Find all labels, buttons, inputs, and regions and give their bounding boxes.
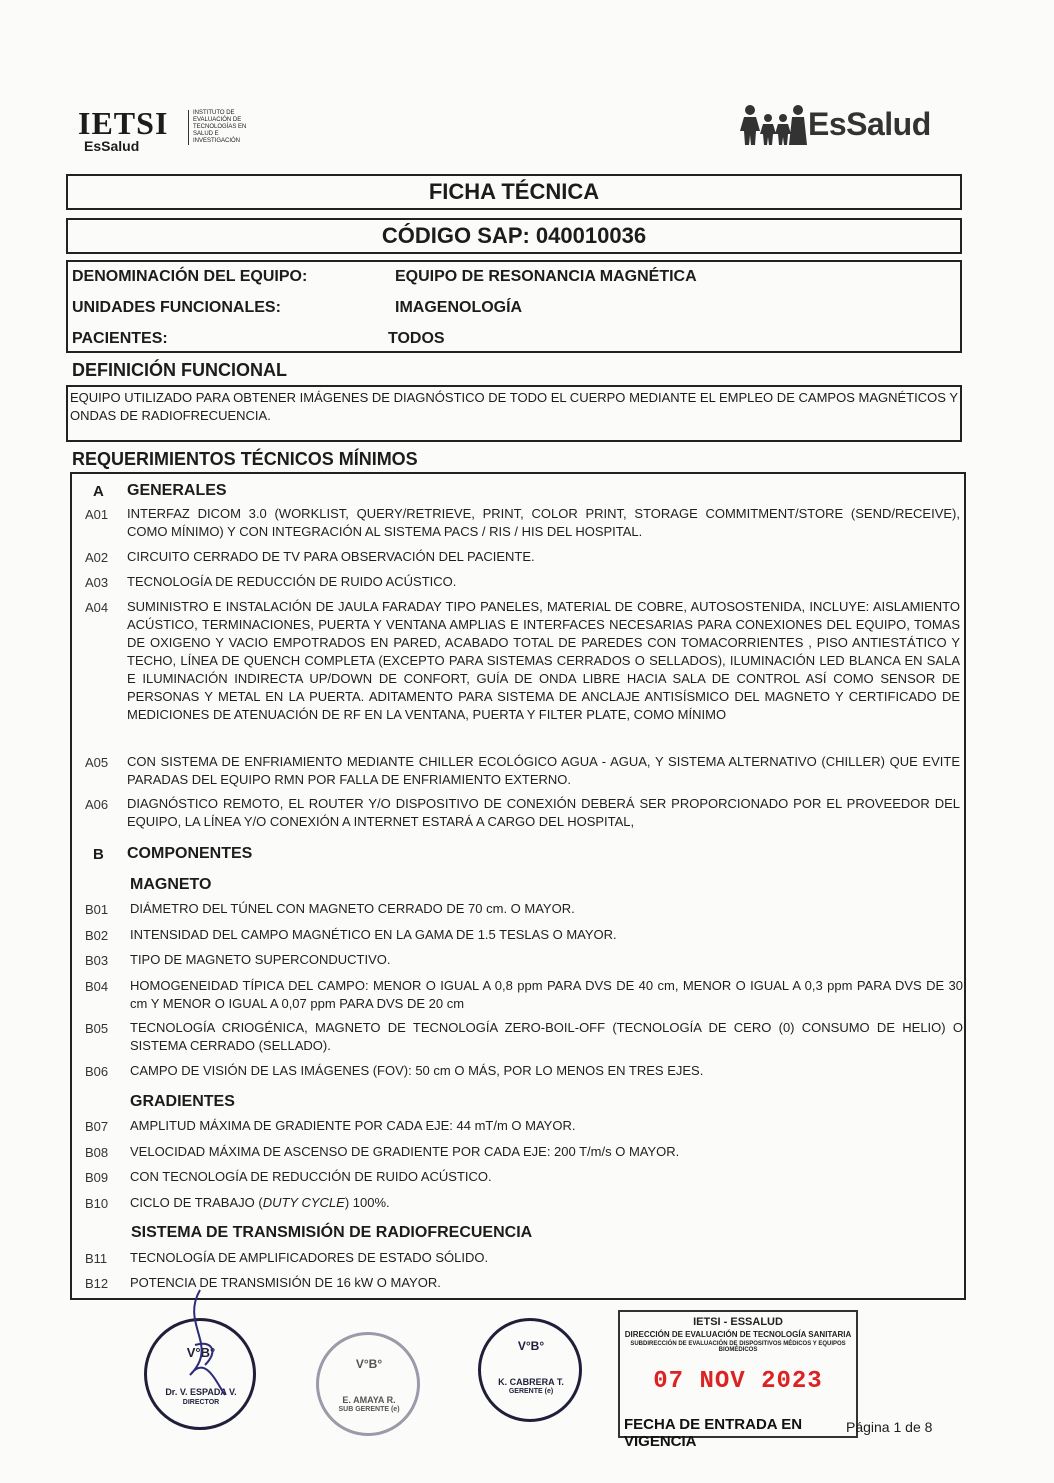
info-label-denominacion: DENOMINACIÓN DEL EQUIPO: xyxy=(72,268,308,285)
item-code: A06 xyxy=(85,797,109,812)
subgerente-seal-role: SUB GERENTE (e) xyxy=(338,1406,400,1413)
item-text: TECNOLOGÍA DE AMPLIFICADORES DE ESTADO SÓLIDO. xyxy=(130,1250,489,1265)
item-code: B04 xyxy=(85,979,109,994)
ietsi-logo-main: IETSI xyxy=(78,105,169,141)
page-number: Página 1 de 8 xyxy=(846,1419,933,1435)
item-code: B08 xyxy=(85,1145,109,1160)
director-seal-vb: V°B° xyxy=(186,1345,216,1360)
gerente-seal-name: K. CABRERA T. xyxy=(498,1377,564,1387)
item-code: B10 xyxy=(85,1196,109,1211)
category-b-title: COMPONENTES xyxy=(127,845,253,862)
ietsi-logo-sub: EsSalud xyxy=(84,138,140,154)
gerente-seal-vb: V°B° xyxy=(517,1339,545,1353)
definicion-text: EQUIPO UTILIZADO PARA OBTENER IMÁGENES DE DIAGNÓSTICO DE TODO EL CUERPO MEDIANTE EL EMPLEO DE CAMPOS MAGNÉTICOS Y ONDAS DE RADIOFRECUENCIA. xyxy=(66,385,962,442)
date-stamp xyxy=(618,1310,858,1450)
essalud-logo xyxy=(738,102,931,146)
item-code: B03 xyxy=(85,953,109,968)
item-code: B01 xyxy=(85,902,109,917)
info-value-denominacion: EQUIPO DE RESONANCIA MAGNÉTICA xyxy=(395,268,697,285)
requerimientos-heading: REQUERIMIENTOS TÉCNICOS MÍNIMOS xyxy=(72,449,418,469)
item-code: B07 xyxy=(85,1119,109,1134)
item-code: B11 xyxy=(85,1251,108,1266)
subgerente-seal xyxy=(316,1332,420,1436)
category-a-letter: A xyxy=(93,483,104,500)
item-text: TIPO DE MAGNETO SUPERCONDUCTIVO. xyxy=(130,952,391,967)
item-text: AMPLITUD MÁXIMA DE GRADIENTE POR CADA EJE: 44 mT/m O MAYOR. xyxy=(130,1118,576,1133)
date-stamp-org: IETSI - ESSALUD xyxy=(693,1316,783,1328)
subgerente-seal-vb: V°B° xyxy=(355,1357,383,1371)
sap-code: CÓDIGO SAP: 040010036 xyxy=(66,218,962,254)
item-text: CON TECNOLOGÍA DE REDUCCIÓN DE RUIDO ACÚSTICO. xyxy=(130,1169,492,1184)
subsection-magneto: MAGNETO xyxy=(130,876,212,893)
item-code: A04 xyxy=(85,600,109,615)
item-code: A02 xyxy=(85,550,109,565)
item-text: POTENCIA DE TRANSMISIÓN DE 16 kW O MAYOR. xyxy=(130,1275,441,1290)
gerente-seal-role: GERENTE (e) xyxy=(508,1388,554,1395)
equipment-info xyxy=(66,260,962,353)
director-seal-role: DIRECTOR xyxy=(182,1399,220,1406)
info-label-unidades: UNIDADES FUNCIONALES: xyxy=(72,299,281,316)
director-seal-name: Dr. V. ESPADA V. xyxy=(165,1387,237,1397)
item-text: CIRCUITO CERRADO DE TV PARA OBSERVACIÓN DEL PACIENTE. xyxy=(127,549,535,564)
item-text: INTERFAZ DICOM 3.0 (WORKLIST, QUERY/RETRIEVE, PRINT, COLOR PRINT, STORAGE COMMITMENT/STORE (SEND/RECEIVE), COMO MÍNIMO) Y CON INTEGRACIÓN AL SISTEMA PACS / RIS / HIS DEL HOSPITAL. xyxy=(127,506,960,539)
item-text: DIÁMETRO DEL TÚNEL CON MAGNETO CERRADO DE 70 cm. O MAYOR. xyxy=(130,901,575,916)
subsection-gradientes: GRADIENTES xyxy=(130,1093,235,1110)
item-text: TECNOLOGÍA DE REDUCCIÓN DE RUIDO ACÚSTICO. xyxy=(127,574,457,589)
item-code: A05 xyxy=(85,755,109,770)
item-text: CAMPO DE VISIÓN DE LAS IMÁGENES (FOV): 50 cm O MÁS, POR LO MENOS EN TRES EJES. xyxy=(130,1063,704,1078)
item-code: A01 xyxy=(85,507,109,522)
definicion-heading: DEFINICIÓN FUNCIONAL xyxy=(72,360,287,380)
item-code: B05 xyxy=(85,1021,109,1036)
info-label-pacientes: PACIENTES: xyxy=(72,330,168,347)
item-text: DIAGNÓSTICO REMOTO, EL ROUTER Y/O DISPOSITIVO DE CONEXIÓN DEBERÁ SER PROPORCIONADO POR EL PROVEEDOR DEL EQUIPO, LA LÍNEA Y/O CONEXIÓN A INTERNET ESTARÁ A CARGO DEL HOSPITAL, xyxy=(127,796,960,829)
family-icon xyxy=(738,102,808,146)
date-stamp-direccion: DIRECCIÓN DE EVALUACIÓN DE TECNOLOGÍA SANITARIA xyxy=(624,1330,852,1339)
gerente-seal xyxy=(478,1318,582,1422)
item-code: B06 xyxy=(85,1064,109,1079)
document-title: FICHA TÉCNICA xyxy=(66,174,962,210)
item-code: B09 xyxy=(85,1170,109,1185)
item-code: B12 xyxy=(85,1276,109,1291)
category-a-title: GENERALES xyxy=(127,482,227,499)
item-text-post: ) 100%. xyxy=(344,1195,390,1210)
item-text: TECNOLOGÍA CRIOGÉNICA, MAGNETO DE TECNOLOGÍA ZERO-BOIL-OFF (TECNOLOGÍA DE CERO (0) CONSUMO DE HELIO) O SISTEMA CERRADO (SELLADO). xyxy=(130,1020,963,1053)
ietsi-logo xyxy=(78,105,247,154)
item-text: SUMINISTRO E INSTALACIÓN DE JAULA FARADAY TIPO PANELES, MATERIAL DE COBRE, AUTOSOSTENIDA, INCLUYE: AISLAMIENTO ACÚSTICO, TERMINACIONES, PUERTA Y VENTANA AMPLIAS E INTERFACES NECESARIAS PARA CONEXIONES DEL EQUIPO, TOMAS DE OXIGENO Y VACIO EMPOTRADOS EN PARED, ACABADO TOTAL DE PAREDES CON TOMACORRIENTES , PISO ANTIESTÁTICO Y TECHO, LÍNEA DE QUENCH COMPLETA (EXCEPTO PARA SISTEMAS CERRADOS O SELLADOS), ILUMINACIÓN LED BLANCA EN SALA E ILUMINACIÓN INDIRECTA UP/DOWN DE CONFORT, GUÍA DE ONDA LIBRE HACIA SALA DE CONTROL ASÍ COMO SENSOR DE PERSONAS Y METAL EN LA PUERTA. ADITAMENTO PARA SISTEMA DE ANCLAJE ANTISÍSMICO DEL MAGNETO Y CERTIFICADO DE MEDICIONES DE ATENUACIÓN DE RF EN LA VENTANA, PUERTA Y FILTER PLATE, COMO MÍNIMO xyxy=(127,599,960,722)
subgerente-seal-name: E. AMAYA R. xyxy=(342,1395,396,1405)
item-text-pre: CICLO DE TRABAJO ( xyxy=(130,1195,263,1210)
subsection-rf: SISTEMA DE TRANSMISIÓN DE RADIOFRECUENCIA xyxy=(131,1224,533,1241)
item-text-em: DUTY CYCLE xyxy=(262,1195,345,1210)
info-value-unidades: IMAGENOLOGÍA xyxy=(395,299,523,316)
item-text xyxy=(130,1194,963,1212)
info-value-pacientes: TODOS xyxy=(388,330,445,347)
date-stamp-date: 07 NOV 2023 xyxy=(653,1368,823,1395)
item-code: A03 xyxy=(85,575,109,590)
category-b-letter: B xyxy=(93,846,104,863)
date-stamp-subdireccion: SUBDIRECCIÓN DE EVALUACIÓN DE DISPOSITIVOS MÉDICOS Y EQUIPOS BIOMÉDICOS xyxy=(630,1341,846,1353)
signature-icon xyxy=(170,1285,240,1405)
item-text: VELOCIDAD MÁXIMA DE ASCENSO DE GRADIENTE POR CADA EJE: 200 T/m/s O MAYOR. xyxy=(130,1144,680,1159)
item-text: HOMOGENEIDAD TÍPICA DEL CAMPO: MENOR O IGUAL A 0,8 ppm PARA DVS DE 40 cm, MENOR O IGUAL A 0,3 ppm PARA DVS DE 30 cm Y MENOR O IGUAL A 0,07 ppm PARA DVS DE 20 cm xyxy=(130,978,963,1011)
item-code: B02 xyxy=(85,928,109,943)
item-text: INTENSIDAD DEL CAMPO MAGNÉTICO EN LA GAMA DE 1.5 TESLAS O MAYOR. xyxy=(130,927,617,942)
essalud-wordmark: EsSalud xyxy=(808,105,931,142)
date-stamp-footer: FECHA DE ENTRADA EN VIGENCIA xyxy=(624,1416,803,1450)
ietsi-tagline: INSTITUTO DE EVALUACIÓN DE TECNOLOGÍAS EN SALUD E INVESTIGACIÓN xyxy=(188,110,263,145)
item-text: CON SISTEMA DE ENFRIAMIENTO MEDIANTE CHILLER ECOLÓGICO AGUA - AGUA, Y SISTEMA ALTERNATIVO (CHILLER) QUE EVITE PARADAS DEL EQUIPO RMN POR FALLA DE ENFRIAMIENTO EXTERNO. xyxy=(127,754,960,787)
